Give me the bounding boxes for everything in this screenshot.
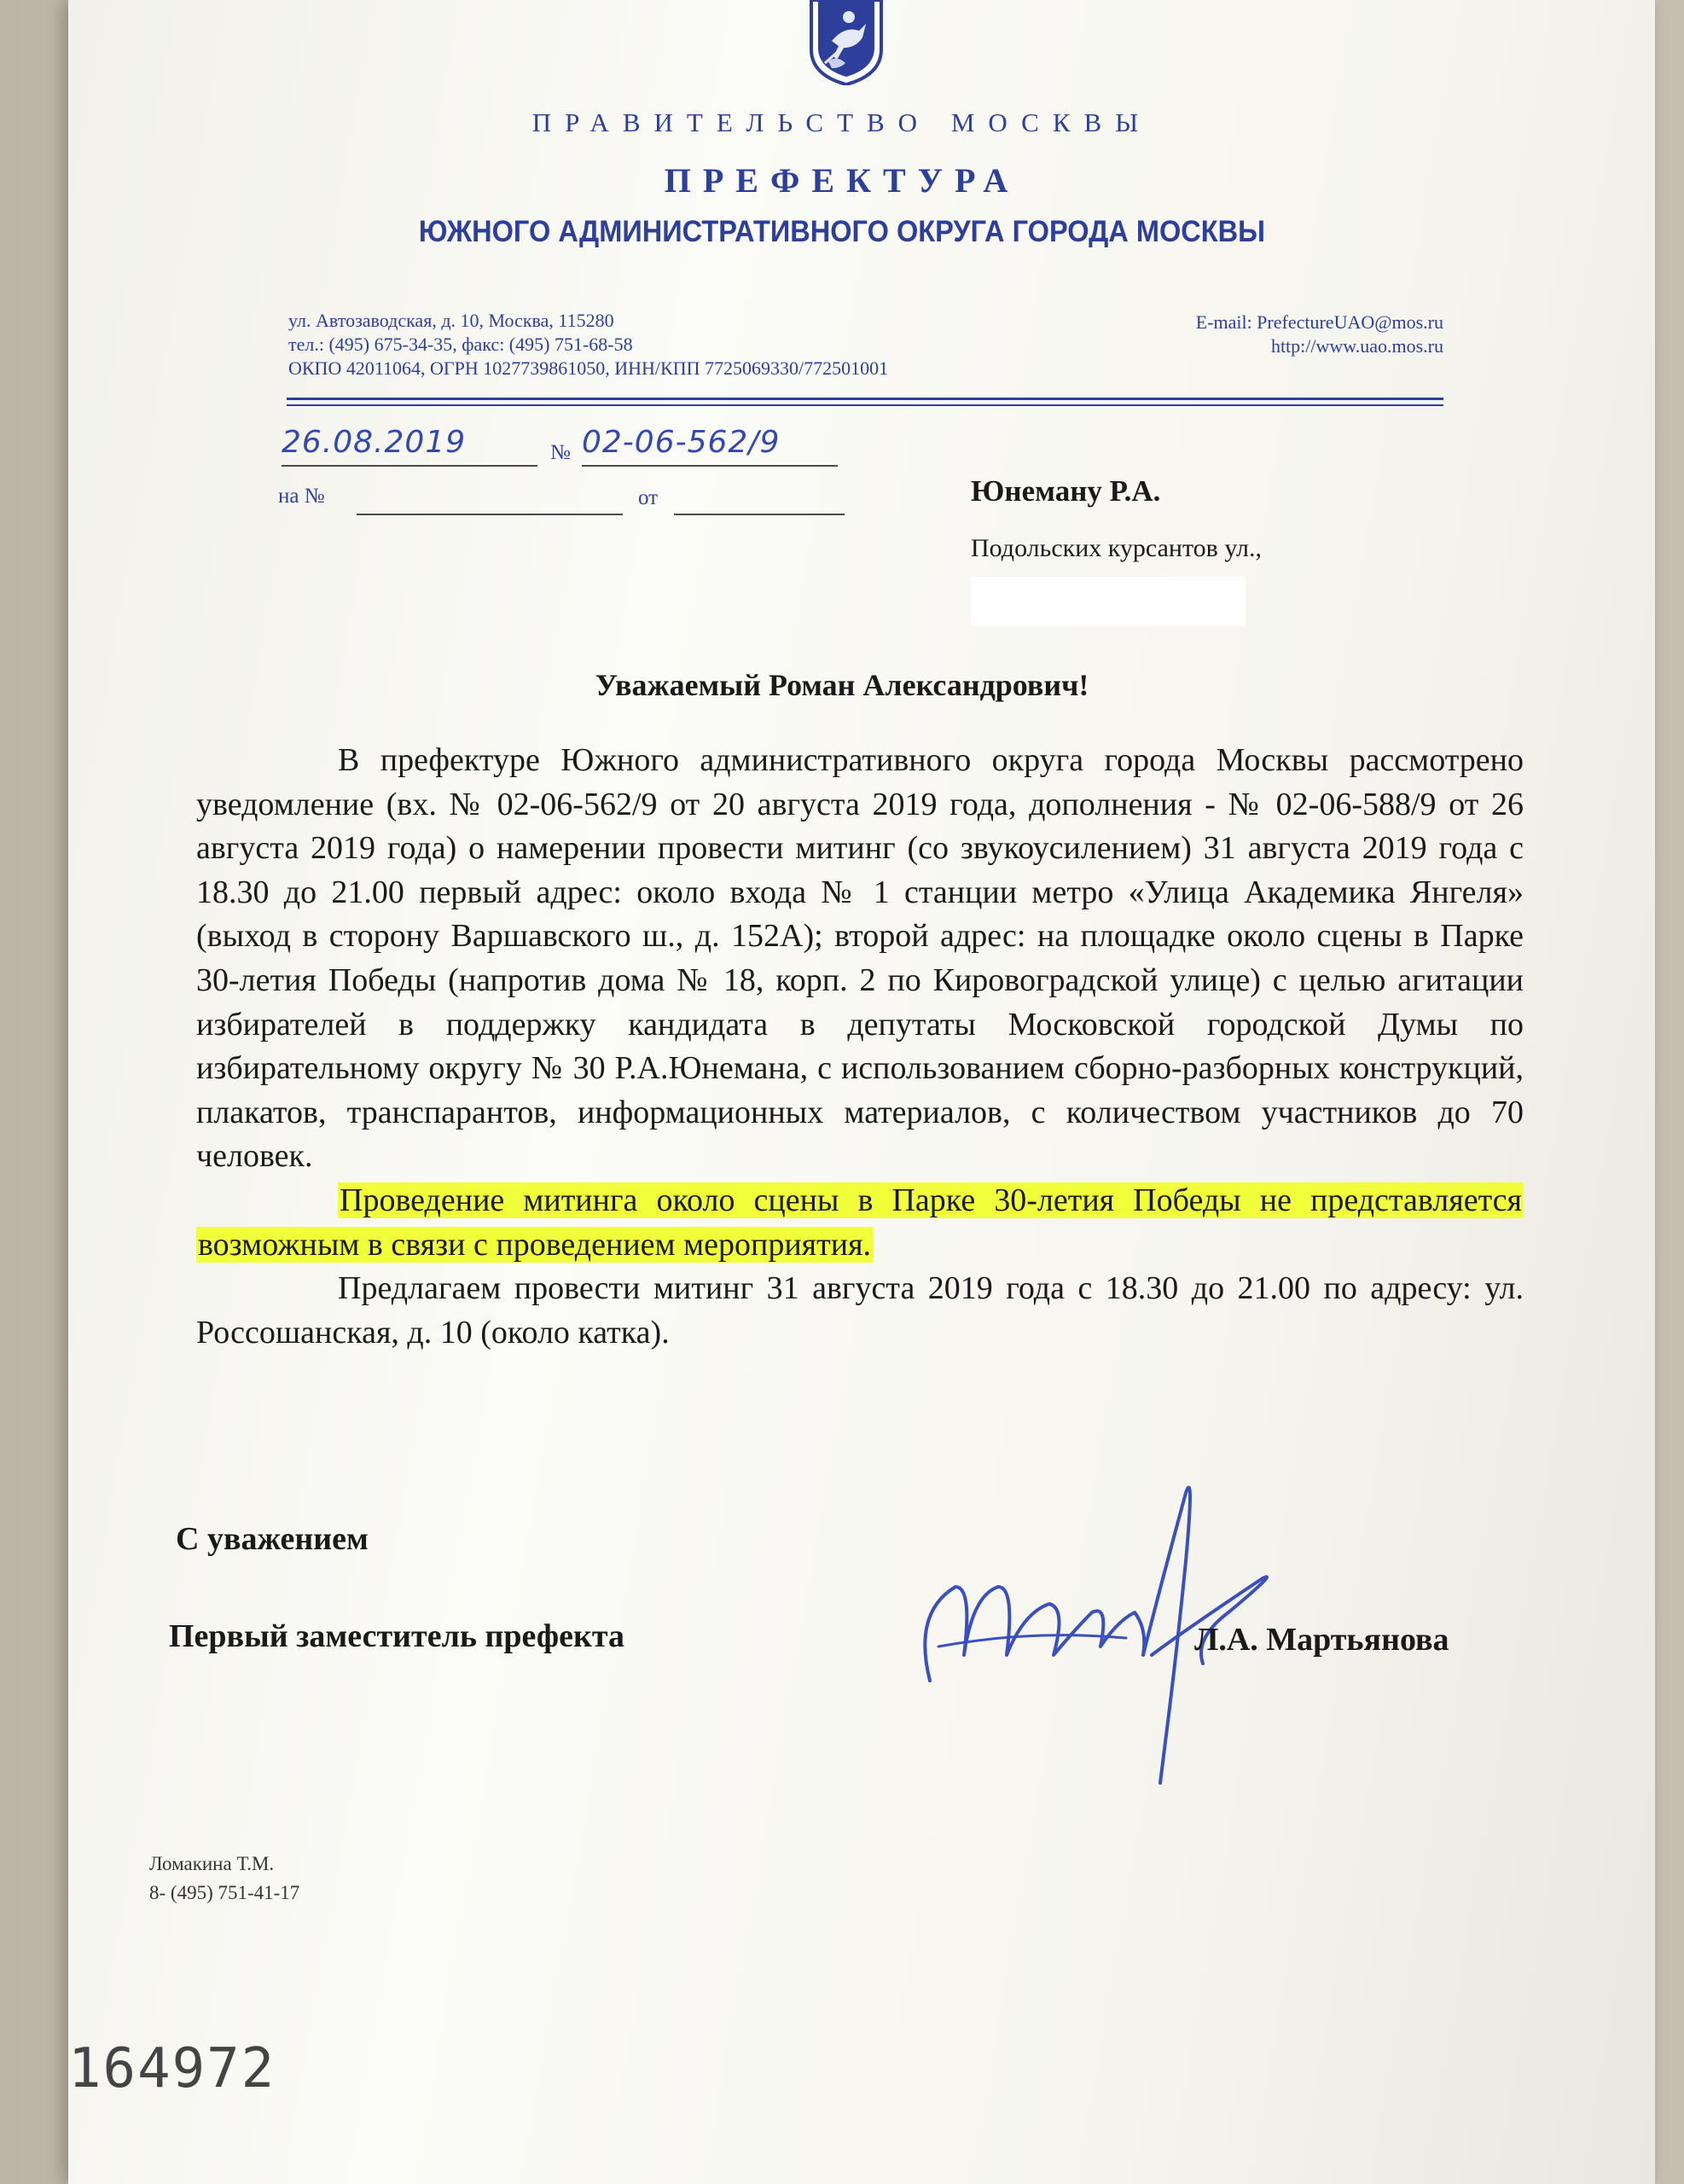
body-paragraph-2 xyxy=(196,1179,1524,1267)
prefecture-title: ПРЕФЕКТУРА xyxy=(664,161,1020,200)
closing: С уважением xyxy=(176,1521,369,1557)
highlighted-refusal: Проведение митинга около сцены в Парке 30-летия Победы не представляется возможным в связи с проведением мероприятия. xyxy=(198,1182,1522,1263)
letterhead-divider-thin xyxy=(287,404,1443,406)
signer-position: Первый заместитель префекта xyxy=(169,1618,625,1654)
registration-stamp-number: 164972 xyxy=(68,2037,276,2100)
executor-name: Ломакина Т.М. xyxy=(149,1853,275,1874)
okrug-title: ЮЖНОГО АДМИНИСТРАТИВНОГО ОКРУГА ГОРОДА МОСКВЫ xyxy=(418,215,1266,248)
reply-to-underline xyxy=(357,514,623,515)
letterhead-divider xyxy=(287,398,1443,400)
outgoing-number: 02-06-562/9 xyxy=(582,425,781,460)
body-paragraph-3: Предлагаем провести митинг 31 августа 2019 года с 18.30 до 21.00 по адресу: ул. Россошанская, д. 10 (около катка). xyxy=(196,1270,1524,1350)
letterhead-website: http://www.uao.mos.ru xyxy=(1270,335,1443,357)
government-title: ПРАВИТЕЛЬСТВО МОСКВЫ xyxy=(531,107,1153,137)
executor-phone: 8- (495) 751-41-17 xyxy=(149,1882,300,1903)
greeting: Уважаемый Роман Александрович! xyxy=(595,668,1089,702)
signer-name: Л.А. Мартьянова xyxy=(1194,1622,1449,1658)
redacted-address xyxy=(971,577,1246,626)
number-underline xyxy=(582,465,838,467)
letterhead-email: E-mail: PrefectureUAO@mos.ru xyxy=(1195,311,1443,333)
body-paragraph-1: В префектуре Южного административного округа города Москвы рассмотрено уведомление (вх. № 02-06-562/9 от 20 августа 2019 года, дополнения - № 02-06-588/9 от 26 августа 2019 года) о намерении провести митинг (со звукоусилением) 31 августа 2019 года с 18.30 до 21.00 первый адрес: около входа № 1 станции метро «Улица Академика Янгеля» (выход в сторону Варшавского ш., д. 152А); второй адрес: на площадке около сцены в Парке 30-летия Победы (напротив дома № 18, корп. 2 по Кировоградской улице) с целью агитации избирателей в поддержку кандидата в депутаты Московской городской Думы по избирательному округу № 30 Р.А.Юнемана, с использованием сборно-разборных конструкций, плакатов, транспарантов, информационных материалов, с количеством участников до 70 человек. xyxy=(196,742,1524,1175)
recipient-street: Подольских курсантов ул., xyxy=(971,534,1263,562)
recipient-name: Юнеману Р.А. xyxy=(971,474,1161,508)
letterhead-address: ул. Автозаводская, д. 10, Москва, 115280 xyxy=(288,310,614,331)
letterhead-phone: тел.: (495) 675-34-35, факс: (495) 751-68-58 xyxy=(288,334,633,355)
moscow-coat-of-arms-icon xyxy=(806,0,886,85)
date-underline xyxy=(282,465,537,467)
from-label: от xyxy=(638,486,659,509)
from-underline xyxy=(674,514,845,515)
reply-to-label: на № xyxy=(278,485,325,508)
letterhead-codes: ОКПО 42011064, ОГРН 1027739861050, ИНН/КПП 7725069330/772501001 xyxy=(288,357,889,379)
letter-body xyxy=(196,739,1524,1355)
outgoing-date: 26.08.2019 xyxy=(282,425,467,460)
number-label: № xyxy=(550,441,571,464)
